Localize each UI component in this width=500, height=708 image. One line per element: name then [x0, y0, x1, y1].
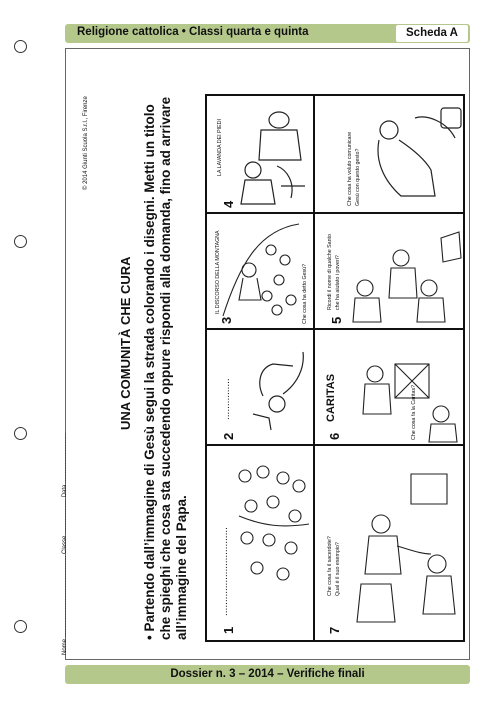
jesus-seated-illustration [365, 100, 464, 210]
panel-number: 2 [221, 432, 236, 440]
panel-question: Che cosa fa il sacerdote? [327, 536, 333, 596]
panel-question-line-2: Qual è il suo esempio? [335, 542, 341, 596]
panel-question: Che cosa ha detto Gesù? [302, 263, 308, 324]
panel-number: 6 [327, 432, 342, 440]
panel-question-line-2: Gesù con questo gesto? [355, 148, 361, 206]
panel-4 [206, 95, 314, 213]
panel-number: 3 [219, 316, 234, 324]
panel-6 [314, 329, 464, 445]
jesus-healing-crowd-illustration [233, 456, 313, 586]
panel-number: 4 [221, 200, 236, 208]
panel-5 [314, 213, 464, 329]
header-bar [65, 24, 470, 43]
panel-number: 5 [329, 316, 344, 324]
worksheet-title: UNA COMUNITÀ CHE CURA [118, 256, 133, 430]
binder-hole-top [14, 40, 27, 53]
panel-2 [206, 329, 314, 445]
copyright-note: © 2014 Giunti Scuola S.r.l., Firenze [83, 96, 89, 190]
washing-feet-illustration [231, 100, 311, 210]
caritas-label: CARITAS [325, 373, 337, 422]
panel-caption-line-2: che ha aiutato i poveri? [335, 255, 341, 310]
priest-helping-illustration [351, 454, 461, 634]
panel-answer-line: ................................ [219, 527, 230, 616]
caritas-volunteers-illustration [351, 334, 461, 444]
binder-hole-bottom [14, 620, 27, 633]
panel-3 [206, 213, 314, 329]
panel-caption: Ricordi il nome di qualche Santo [327, 234, 333, 310]
panel-number: 7 [327, 626, 342, 634]
panel-caption: IL DISCORSO DELLA MONTAGNA [215, 230, 221, 314]
panel-question: Che cosa ha voluto comunicare [347, 131, 353, 206]
scheda-label: Scheda A [396, 25, 468, 42]
comic-grid [205, 94, 465, 642]
name-class-date-line: Nome ................................................. Classe ..................... Data .............................. [62, 432, 68, 655]
panel-number: 1 [221, 626, 236, 634]
panel-7 [314, 445, 464, 641]
header-title: Religione cattolica • Classi quarta e quinta [77, 26, 309, 38]
panel-1 [206, 445, 314, 641]
sermon-on-mount-illustration [221, 220, 301, 320]
panel-question: Che cosa fa la Caritas? [411, 384, 417, 440]
binder-hole-upper-middle [14, 235, 27, 248]
panel-4-question [314, 95, 464, 213]
worksheet-instructions: • Partendo dall’immagine di Gesù segui la strada colorando i disegni. Metti un titolo che spieghi che cosa sta succedendo oppure rispondi alla domanda, fino ad arrivare all’immagine del Papa. [142, 96, 189, 640]
binder-hole-lower-middle [14, 427, 27, 440]
panel-caption: LA LAVANDA DEI PIEDI [217, 119, 223, 176]
kneeling-figure-illustration [233, 344, 313, 434]
footer-bar: Dossier n. 3 – 2014 – Verifiche finali [65, 665, 470, 684]
panel-answer-line: ............... [221, 378, 232, 420]
saints-helping-poor-illustration [345, 218, 464, 328]
